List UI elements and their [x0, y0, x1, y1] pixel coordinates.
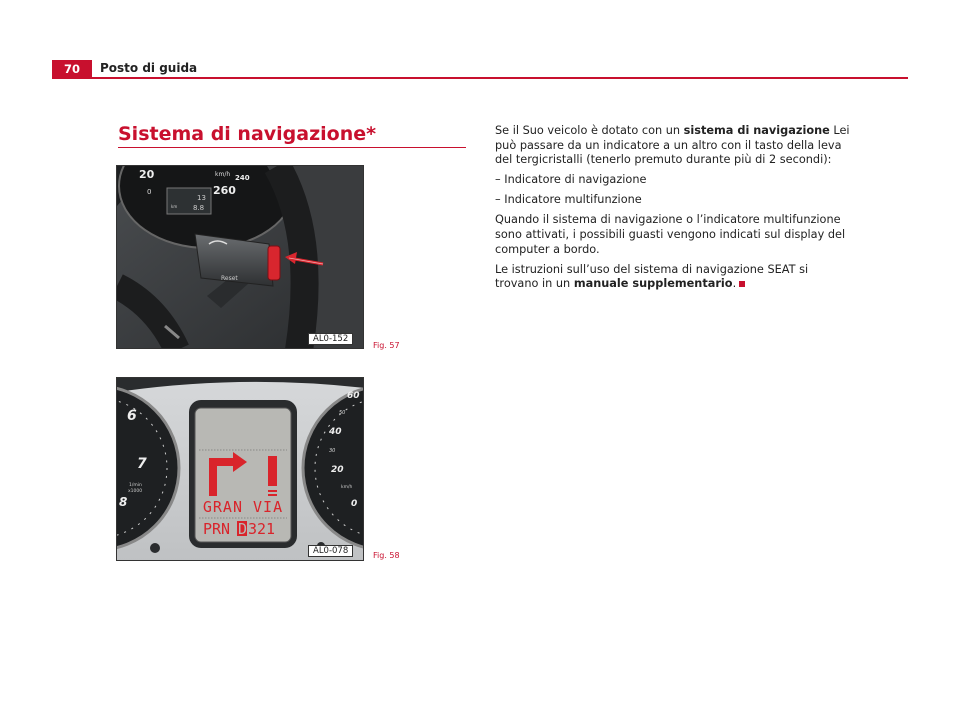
- figure-code: AL0-078: [308, 545, 353, 557]
- dial-label: km/h: [215, 171, 231, 178]
- dial-label: 260: [213, 184, 236, 197]
- paragraph: Quando il sistema di navigazione o l’indicatore multifunzione sono attivati, i possibili guasti vengono indicati sul display del computer a bordo.: [495, 213, 846, 256]
- running-header-title: Posto di guida: [100, 61, 198, 75]
- figure-caption: Fig. 57: [373, 341, 400, 350]
- list-item: – Indicatore di navigazione: [495, 173, 647, 187]
- figure-wiper-stalk: [116, 165, 364, 349]
- bold-term: sistema di navigazione: [683, 124, 830, 137]
- speed-unit: km/h: [341, 485, 353, 490]
- display-gear-left: PRN: [203, 520, 231, 538]
- rpm-label: 7: [137, 456, 147, 472]
- paragraph: [495, 263, 855, 292]
- rpm-unit: 1/min: [129, 483, 142, 488]
- section-title-rule: [118, 147, 466, 148]
- body-text: [495, 124, 855, 297]
- speed-label: 0: [351, 499, 358, 509]
- text-run: .: [732, 277, 737, 291]
- display-gear-right: 321: [248, 520, 276, 538]
- rpm-unit: x1000: [128, 489, 143, 494]
- figure-navigation-display: [116, 377, 364, 561]
- dial-label: 0: [147, 188, 152, 196]
- page-number: 70: [52, 60, 92, 79]
- dial-label: km: [171, 204, 178, 209]
- dial-label: 240: [235, 174, 250, 182]
- rpm-label: 6: [127, 408, 137, 424]
- text-run: Le istruzioni sull’uso del sistema di navigazione SEAT si trovano in un: [495, 262, 809, 291]
- figure-caption: Fig. 58: [373, 551, 400, 560]
- dial-label: 13: [197, 194, 206, 202]
- list-item: – Indicatore multifunzione: [495, 193, 642, 207]
- dial-label: 20: [139, 168, 155, 181]
- paragraph: [495, 124, 855, 168]
- reset-label: Reset: [221, 275, 238, 282]
- figure-code: AL0-152: [308, 333, 353, 345]
- speed-label: 40: [329, 427, 342, 437]
- display-street-name: GRAN VIA: [202, 498, 284, 516]
- display-gear-selected: D: [238, 520, 248, 538]
- dial-label: 8.8: [193, 204, 205, 212]
- bold-term: manuale supplementario: [573, 277, 733, 291]
- text-run: Se il Suo veicolo è dotato con un: [495, 124, 684, 137]
- header-rule: [52, 77, 908, 79]
- section-end-mark: [739, 281, 745, 287]
- speed-label: 60: [347, 391, 360, 401]
- speed-label: 50: [339, 410, 346, 416]
- section-title: Sistema di navigazione*: [118, 123, 377, 145]
- text-run: Lei può passare da un indicatore a un altro con il tasto della leva del tergicristalli (tenerlo premuto durante più di 2 secondi):: [495, 124, 850, 167]
- speed-label: 20: [331, 465, 344, 475]
- rpm-label: 8: [119, 495, 128, 509]
- speed-label: 30: [329, 448, 336, 454]
